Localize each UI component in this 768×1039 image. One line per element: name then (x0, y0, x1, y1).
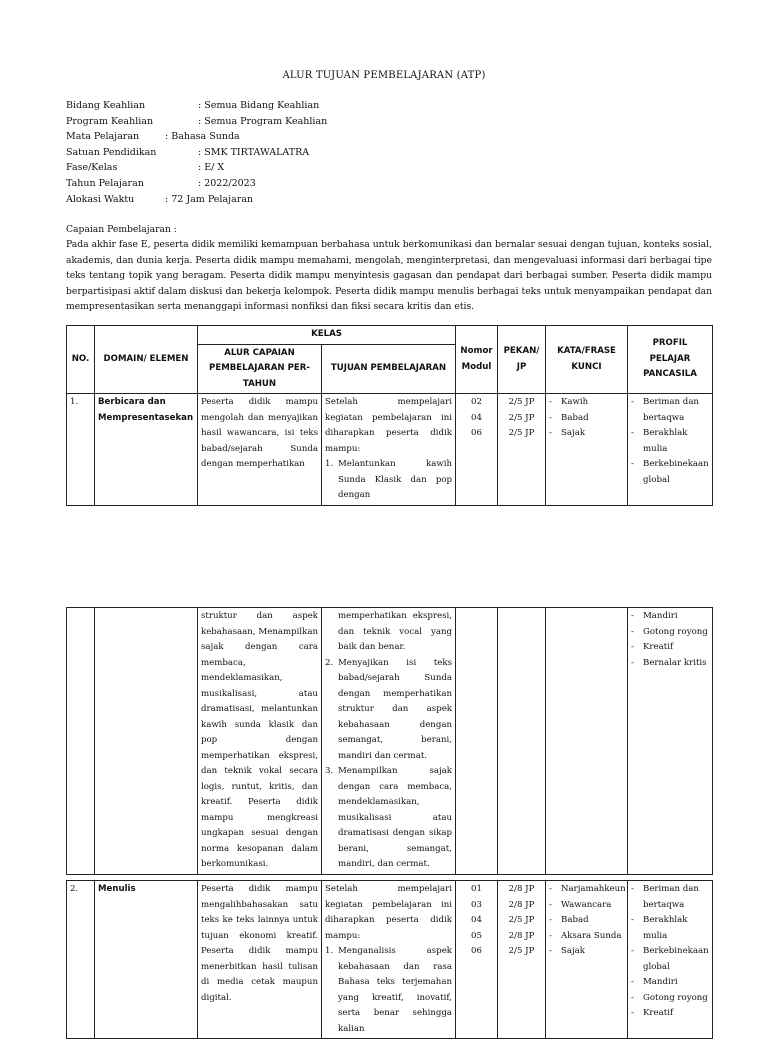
header-profil: PROFIL PELAJAR PANCASILA (628, 326, 713, 394)
modul-number: 04 (471, 915, 482, 925)
list-item: - Beriman dan bertaqwa (631, 882, 709, 913)
modul-number: 03 (471, 899, 482, 910)
atp-table-part-1 (66, 325, 713, 506)
modul-number: 04 (471, 412, 482, 423)
list-item: - Aksara Sunda (549, 929, 624, 945)
kata-kunci-list (549, 395, 624, 442)
table-row (67, 394, 713, 506)
pekan-value: 2/5 JP (508, 412, 535, 423)
tujuan-cell (322, 394, 456, 506)
row-domain: Berbicara dan Mempresentasekan (95, 394, 198, 506)
pekan-cell (498, 608, 546, 875)
list-item: - Kreatif (631, 640, 709, 656)
pekan-cell (498, 394, 546, 506)
row-domain: Menulis (95, 881, 198, 1039)
list-item: - Gotong royong (631, 991, 709, 1007)
modul-number: 06 (471, 946, 482, 956)
pekan-value: 2/5 JP (508, 946, 535, 956)
list-item: - Berkebinekaan global (631, 457, 709, 488)
tujuan-cell (322, 608, 456, 875)
table-row (67, 881, 713, 1039)
header-tujuan: TUJUAN PEMBELAJARAN (322, 344, 456, 394)
kata-kunci-cell (546, 881, 628, 1039)
pekan-cell (498, 881, 546, 1039)
list-item: - Kreatif (631, 1006, 709, 1022)
tujuan-item-continued: memperhatikan ekspresi, dan teknik vocal yang baik dan benar. (338, 611, 452, 652)
profil-list (631, 609, 709, 671)
kata-kunci-list (549, 882, 624, 960)
tujuan-list (325, 944, 452, 1037)
pekan-value: 2/8 JP (508, 930, 535, 941)
header-kata-kunci: KATA/FRASE KUNCI (546, 326, 628, 394)
list-item: - Wawancara (549, 898, 624, 914)
list-item: - Babad (549, 913, 624, 929)
capaian-heading: Capaian Pembelajaran : (66, 224, 177, 235)
list-item: - Berakhlak mulia (631, 913, 709, 944)
list-item: - Berkebinekaan global (631, 944, 709, 975)
modul-cell (456, 608, 498, 875)
tujuan-intro: Setelah mempelajari kegiatan pembelajaran ini diharapkan peserta didik mampu: (325, 884, 452, 941)
modul-number: 06 (471, 428, 482, 438)
kata-kunci-cell (546, 608, 628, 875)
pekan-value: 2/8 JP (508, 884, 535, 894)
meta-value: : Semua Bidang Keahlian (198, 100, 320, 111)
header-alur-capaian: ALUR CAPAIAN PEMBELAJARAN PER-TAHUN (198, 344, 322, 394)
header-no: NO. (67, 326, 95, 394)
meta-label: Mata Pelajaran (66, 131, 140, 143)
meta-label: Program Keahlian (66, 115, 154, 127)
profil-cell (628, 608, 713, 875)
alur-capaian-cell: Peserta didik mampu mengalihbahasakan satu teks ke teks lainnya untuk tujuan ekonomi kreatif. Peserta didik mampu menerbitkan hasil tulisan di media cetak maupun digital. (198, 881, 322, 1039)
modul-cell (456, 394, 498, 506)
row-number: 1. (67, 394, 95, 506)
tujuan-list (325, 656, 452, 873)
tujuan-item-text: Menampilkan sajak dengan cara membaca, mendeklamasikan, musikalisasi atau dramatisasi dengan sikap berani, semangat, mandiri, dan cermat. (338, 766, 452, 869)
modul-cell (456, 881, 498, 1039)
kata-kunci-cell (546, 394, 628, 506)
list-item: - Gotong royong (631, 625, 709, 641)
header-domain: DOMAIN/ ELEMEN (95, 326, 198, 394)
pekan-value: 2/5 JP (508, 915, 535, 925)
profil-list (631, 395, 709, 488)
list-item: - Kawih (549, 395, 624, 411)
meta-value: : Semua Program Keahlian (198, 115, 328, 127)
list-item: 1. Menganalisis aspek kebahasaan dan rasa Bahasa teks terjemahan yang kreatif, inovatif, serta benar sehingga kalian (325, 946, 452, 1034)
tujuan-intro: Setelah mempelajari kegiatan pembelajaran ini diharapkan peserta didik mampu: (325, 397, 453, 454)
list-item: - Mandiri (631, 975, 709, 991)
row-number: 2. (67, 881, 95, 1039)
row-domain (95, 608, 198, 875)
tujuan-item-text: Menyajikan isi teks babad/sejarah Sunda dengan memperhatikan struktur dan aspek kebahasaan dengan semangat, berani, mandiri dan cermat. (338, 657, 452, 761)
list-item: - Mandiri (631, 609, 709, 625)
list-item: - Narjamahkeun (549, 882, 624, 898)
pekan-value: 2/5 JP (508, 397, 535, 407)
pekan-value: 2/8 JP (508, 899, 535, 910)
list-item: - Bernalar kritis (631, 656, 709, 672)
atp-table-part-2 (66, 607, 713, 875)
header-kelas: KELAS (198, 326, 456, 345)
capaian-text: Pada akhir fase E, peserta didik memiliki kemampuan berbahasa untuk berkomunikasi dan bernalar sesuai dengan tujuan, konteks sosial, akademis, dan dunia kerja. Peserta didik mampu memahami, mengolah, menginterpretasi, dan mengevaluasi informasi dari berbagai tipe teks tentang topik yang beragam. Peserta didik mampu menyintesis gagasan dan pendapat dari berbagai sumber. Peserta didik mampu berpartisipasi aktif dalam diskusi dan bekerja kelompok. Peserta didik mampu menulis berbagai teks untuk menyampaikan pendapat dan mempresentasikan serta menanggapi informasi nonfiksi dan fiksi secara kritis dan etis. (66, 239, 712, 313)
meta-label: Bidang Keahlian (66, 100, 146, 111)
modul-number: 02 (471, 397, 482, 407)
meta-label: Alokasi Waktu (66, 193, 135, 205)
list-item: - Babad (549, 411, 624, 427)
profil-cell (628, 394, 713, 506)
header-nomor-modul: Nomor Modul (456, 326, 498, 394)
meta-label: Satuan Pendidikan (66, 146, 157, 158)
pekan-value: 2/5 JP (508, 428, 535, 438)
list-item: - Sajak (549, 944, 624, 960)
modul-number: 05 (471, 930, 482, 941)
tujuan-cell (322, 881, 456, 1039)
list-item: 1. Melantunkan kawih Sunda Klasik dan pop dengan (325, 459, 453, 500)
header-pekan: PEKAN/ JP (498, 326, 546, 394)
meta-label: Fase/Kelas (66, 162, 118, 174)
list-item: 3. Menampilkan sajak dengan cara membaca, mendeklamasikan, musikalisasi atau dramatisasi dengan sikap berani, semangat, mandiri, dan cermat. (325, 766, 452, 869)
meta-value: : SMK TIRTAWALATRA (198, 146, 310, 158)
profil-list (631, 882, 709, 1022)
tujuan-list (325, 457, 452, 504)
tujuan-item-text: Menganalisis aspek kebahasaan dan rasa Bahasa teks terjemahan yang kreatif, inovatif, serta benar sehingga kalian (338, 946, 452, 1034)
meta-value: : E/ X (198, 162, 225, 174)
meta-value: : Bahasa Sunda (165, 131, 240, 143)
table-row (67, 608, 713, 875)
list-item: - Sajak (549, 426, 624, 442)
capaian-pembelajaran (66, 222, 712, 314)
meta-value: : 72 Jam Pelajaran (165, 193, 254, 205)
list-item: - Beriman dan bertaqwa (631, 395, 709, 426)
list-item: - Berakhlak mulia (631, 426, 709, 457)
alur-capaian-cell: Peserta didik mampu mengolah dan menyajikan hasil wawancara, isi teks babad/sejarah Sunda dengan memperhatikan (198, 394, 322, 506)
row-number (67, 608, 95, 875)
page-title: ALUR TUJUAN PEMBELAJARAN (ATP) (282, 70, 486, 81)
meta-value: : 2022/2023 (198, 177, 256, 189)
modul-number: 01 (471, 884, 482, 894)
meta-label: Tahun Pelajaran (66, 177, 144, 189)
list-item: 2. Menyajikan isi teks babad/sejarah Sunda dengan memperhatikan struktur dan aspek kebahasaan dengan semangat, berani, mandiri dan cermat. (325, 657, 452, 761)
alur-capaian-cell: struktur dan aspek kebahasaan, Menampilkan sajak dengan cara membaca, mendeklamasikan, musikalisasi, atau dramatisasi, melantunkan kawih sunda klasik dan pop dengan memperhatikan ekspresi, dan teknik vokal secara logis, runtut, kritis, dan kreatif. Peserta didik mampu mengkreasi ungkapan sesuai dengan norma kesopanan dalam berkomunikasi. (198, 608, 322, 875)
profil-cell (628, 881, 713, 1039)
atp-table-part-3 (66, 880, 713, 1039)
tujuan-item-text: Melantunkan kawih Sunda Klasik dan pop dengan (338, 459, 453, 500)
